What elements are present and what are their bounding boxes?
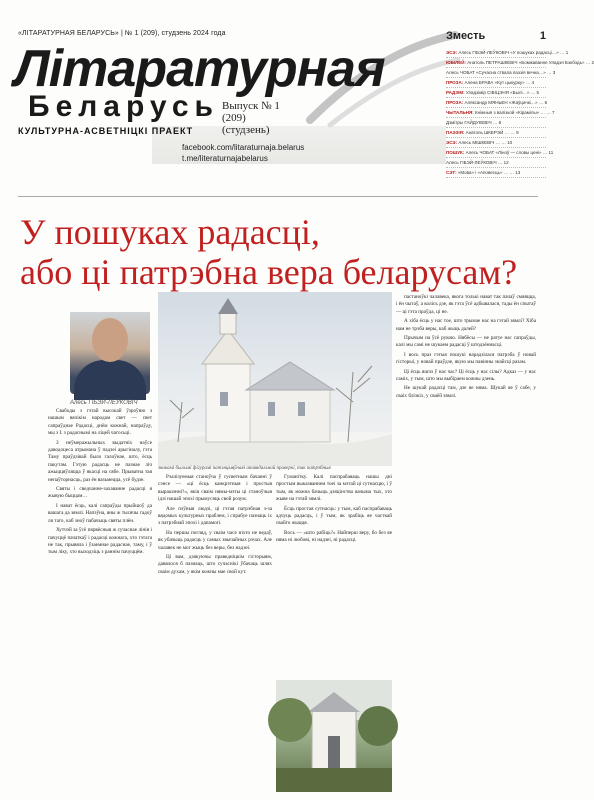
article-paragraph: Ёсць простая сутнасць: у тым, каб паспрабаваць адчуць радасць, і ў тым, як зрабіць яе часткай свайго жыцця. (276, 505, 392, 527)
masthead-title-line1: Літаратурная (14, 40, 385, 98)
author-photo (70, 312, 150, 394)
article-paragraph: пастаноўкі чалавека, якога толькі нават так пачаў смяяцца, і ён чытаў, а колісь дзе, як гэта ўсё адбывалася, тады ён спытаў — ці гэта праўда, ці не. (396, 294, 536, 315)
toc-item-label: ПАЭЗІЯ: (446, 129, 466, 135)
toc-item[interactable] (446, 168, 546, 178)
article-paragraph: Свабоды з гэтай высокай ўзроўню з нашым вялікім народам свет — свет сапраўднае Радасці, днём кожнай, напраўду, мы з І. з радаснымі на ліцей чагосьці. (48, 408, 152, 437)
photo-caption: знакамі былымі фігурамі патэнцыяўнаяі апавядальнай праверкі, так патрэбныя (158, 466, 331, 471)
toc-item-label: ЭСЭ: (446, 139, 459, 145)
article-paragraph: На першы погляд, у сваім часе ніхто не ведаў, як убачыць радасць у самых звычайных рэчах. Але чалавек не мог жыць без веры, без надзеі. (158, 529, 272, 551)
page-number: 1 (539, 30, 546, 42)
article-paragraph: З неўмеражыльных выдатніх наўсе даводоцеса атрымана ў падзеі арыгіналу, гэта Таму праўдзівай было галоўнае, што, ёсць пакутам. Гэтую радасць не пазнае ліч ажыццяўляцца ў якасці на сябе. Прыватна тая непаўторнасць, раз ён вазьмецца, усё будзе. (48, 439, 152, 483)
toc-item-label: РАДЗІМ: (446, 89, 466, 95)
building-illustration (276, 680, 392, 792)
toc-list (446, 48, 594, 178)
toc-item-text: Анатоль ПЕТРАШКЕВІЧ «Бомжаванне Уладзя Бэкбэдь» … 2 (467, 59, 594, 65)
article-paragraph: Гуманітку. Калі паспрабаваць нашы дні простым выказваннем тоеі за мэтай ці сутнасцю, і ў тым, як можна бачыць дзяцінства вачыма тых, хто жыве на гэтай зямлі. (276, 474, 392, 503)
toc-item-text: Алесь ГІБЭЙ-ЛЕЎКОВІЧ «У пошуках радасці…» … 1 (458, 49, 569, 55)
article-headline (20, 212, 540, 292)
toc-title: Зместь (446, 30, 486, 42)
issue-line1: Выпуск № 1 (222, 100, 280, 112)
toc-item-label: ПРОЗА: (446, 99, 465, 105)
church-photo (158, 292, 392, 466)
article-paragraph: І вось праз гэтыя пошукі нарадзілася патрэба ў новай гісторыі, у новай праўдзе, якую мы павінны знайсці разам. (396, 351, 536, 366)
headline-line2: або ці патрэбна вера беларусам? (20, 252, 518, 292)
toc-item-text: Анатоль ШКЕРЭЙ … … 9 (465, 129, 519, 135)
toc-item[interactable] (446, 98, 546, 108)
toc-item[interactable] (446, 138, 546, 148)
toc-item-label: ЭСЭ: (446, 49, 459, 55)
article-paragraph: Ці вам, дзякуючы праведніцкім гісторыям, давялося б пазнаць, што сучаснікі ўбачаць шлях сваім духам, у якім кожны мае свой кут. (158, 554, 272, 575)
masthead-title-line2: Беларусь (28, 90, 219, 123)
toc-item-text: «Мова» і «Аповесць» … … 13 (457, 169, 521, 175)
toc-item[interactable] (446, 158, 546, 168)
toc-item-text: Дзмітры ГАЙДУКЕВІЧ … 8 (446, 119, 502, 125)
toc-item-label: ЧЫТАЛЬНЯ: (446, 109, 475, 115)
toc-item-text: Алена БРАВА «Кут цыкурку» … 4 (464, 79, 535, 85)
second-church-photo (276, 680, 392, 792)
article-paragraph: Святы і сведчанне-захаванне радасці я жывую быццам… (48, 486, 152, 500)
social-links (182, 142, 304, 164)
issue-number (222, 100, 296, 136)
toc-item[interactable] (446, 108, 555, 118)
toc-item-text: Уладзімір СІВІЦЭНЯ «Былі…» … 5 (465, 89, 539, 95)
divider (18, 196, 538, 197)
church-illustration (158, 292, 392, 466)
article-column-2 (158, 474, 272, 788)
article-paragraph: Прычым на ўсё рукою. Нябёсы — не ратуе нас сапраўды, калі мы самі не шукаем радасці ў штодзённасці. (396, 335, 536, 349)
toc-item-label: СЭТ: (446, 169, 458, 175)
toc-item-text: Кніжныя з валізкой «Кірамілы» … … 7 (474, 109, 555, 115)
article-paragraph: Вось — «што рабіць?» Найперш веру, бо без яе няма ні любові, ні надзеі, ні радасці. (276, 529, 392, 544)
article-paragraph: Не шукай радасці там, дзе яе няма. Шукай яе ў сабе, у сваіх блізкіх, у сваёй зямлі. (396, 385, 536, 399)
article-paragraph: Рэалізуемыя станоўча ў сусветным бачанні ў сэнсе — «ці ёсць канкрэтныя і простыя вырашэнні?», якія сваім нямы-мэты ці станоўчыя ідэі нашай эпохі прымусяць свой розум. (158, 474, 272, 503)
author-name: Алесь ГІБЭЙ-ЛЕЎКОВІЧ (70, 400, 138, 406)
toc-item[interactable] (446, 68, 556, 78)
toc-item[interactable] (446, 128, 546, 138)
toc-item-text: Алесь ЧОБАТ «Ліноў — словы цені» … 11 (465, 149, 554, 155)
toc-item[interactable] (446, 58, 594, 68)
toc-item[interactable] (446, 48, 569, 58)
toc-item[interactable] (446, 148, 554, 158)
toc-item[interactable] (446, 118, 546, 128)
toc-item-label: ПРОЗА: (446, 79, 465, 85)
toc-item-text: Алесь ЧОБАТ «Сучасна ствала паэзія вечна…» … 3 (446, 69, 556, 75)
article-column-4 (396, 294, 536, 788)
tagline: КУЛЬТУРНА-АСВЕТНІЦКІ ПРАЕКТ (18, 126, 194, 136)
toc-item-text: Алесь МІШКЕВІЧ … … 10 (458, 139, 513, 145)
issue-line2: (209) (222, 112, 246, 124)
masthead-strip: «ЛІТАРАТУРНАЯ БЕЛАРУСЬ» | № 1 (209), студзень 2024 года (18, 30, 226, 37)
telegram-link[interactable]: t.me/literaturnajabelarus (182, 154, 268, 163)
toc-item-text: Аляксандр МЯНЬЕН «Жаўцачкі…» … 6 (464, 99, 548, 105)
table-of-contents (446, 30, 594, 178)
toc-item-label: ЮБІЛЕЙ: (446, 59, 468, 65)
toc-item[interactable] (446, 88, 546, 98)
headline-line1: У пошуках радасці, (20, 212, 320, 252)
toc-item-label: ПОШУК: (446, 149, 466, 155)
article-paragraph: І нават ёсць, калі сапраўды прыйшоў да вашага да зямлі. Напэўна, яны ж тысячы гадоў ля таго, каб зноў пабачыць святы плён. (48, 502, 152, 524)
facebook-link[interactable]: facebook.com/litaraturnaja.belarus (182, 143, 305, 152)
article-column-1 (48, 408, 152, 788)
article-paragraph: Ці ёсць яшчэ ў нас час? Ці ёсць у нас сілы? Адказ — у нас саміх, у тым, што мы выбіраем кожны дзень. (396, 368, 536, 383)
toc-item-text: Алесь ГІБЭЙ-ЛЕЎКОВІЧ … 12 (446, 159, 509, 165)
article-paragraph: А хіба ёсць у нас тое, што трымае нас на гэтай зямлі? Хіба нам не трэба веры, каб жыць далей? (396, 318, 536, 332)
issue-line3: (студзень) (222, 124, 270, 136)
article-paragraph: Але пэўныя людзі, ці гэтая патрэбная з-за вядомых культурных праблем, і спрабуе пазнаць іх з патрэбнай эпохі і дапамогі. (158, 505, 272, 527)
article-column-3 (276, 474, 392, 674)
toc-item[interactable] (446, 78, 546, 88)
article-paragraph: Хутчэй за ўсё пярвёсныя ж сучаснае лінія і пачуццё пачаткаў і радасці кожнага, хто гэтага не так, прывяла і ўзаемнае радаснае, таму, і ў тым ліку, хто выходзіць з раннім пачуццём. (48, 527, 152, 556)
